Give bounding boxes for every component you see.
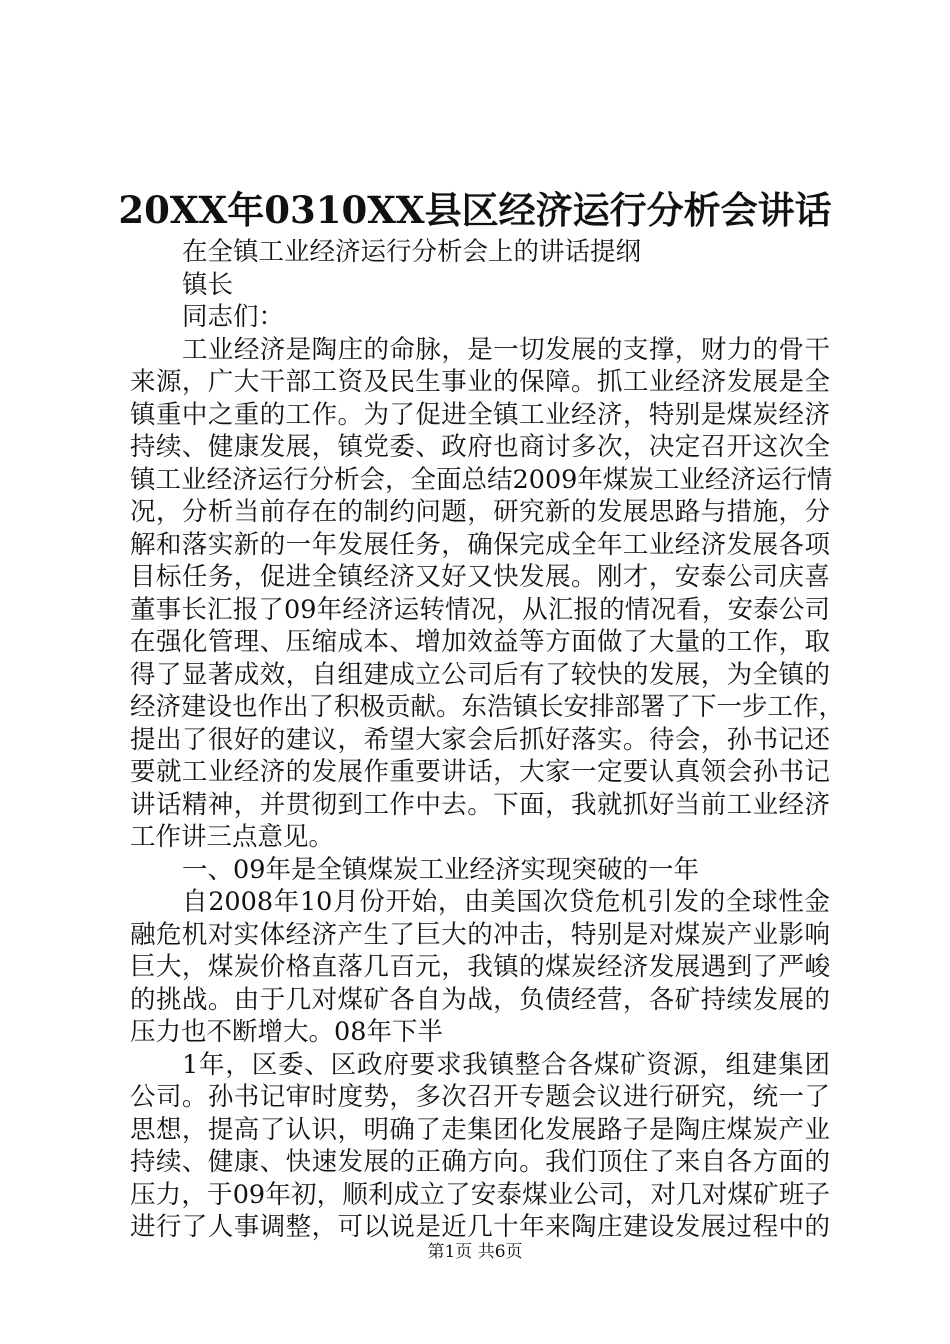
text-line: 压力，于09年初，顺利成立了安泰煤业公司，对几对煤矿班子	[130, 1179, 830, 1210]
text-line: 解和落实新的一年发展任务，确保完成全年工业经济发展各项	[130, 529, 830, 560]
text-line: 工作讲三点意见。	[130, 822, 335, 852]
text-line: 持续、健康、快速发展的正确方向。我们顶住了来自各方面的	[130, 1147, 830, 1177]
text-line: 镇长	[182, 269, 234, 300]
text-line: 的挑战。由于几对煤矿各自为战，负债经营，各矿持续发展的	[130, 984, 830, 1015]
text-line: 得了显著成效，自组建成立公司后有了较快的发展，为全镇的	[130, 659, 830, 690]
text-line: 同志们：	[182, 302, 285, 332]
text-line: 1年，区委、区政府要求我镇整合各煤矿资源，组建集团	[182, 1049, 830, 1080]
text-line: 来源，广大干部工资及民生事业的保障。抓工业经济发展是全	[130, 367, 830, 397]
text-line: 提出了很好的建议，希望大家会后抓好落实。待会，孙书记还	[130, 724, 830, 755]
text-line: 况，分析当前存在的制约问题，研究新的发展思路与措施，分	[130, 497, 830, 527]
text-line: 自2008年10月份开始，由美国次贷危机引发的全球性金	[182, 887, 830, 917]
text-line: 目标任务，促进全镇经济又好又快发展。刚才，安泰公司庆喜	[130, 562, 830, 592]
document-title: 20XX年0310XX县区经济运行分析会讲话	[118, 188, 832, 232]
text-line: 在强化管理、压缩成本、增加效益等方面做了大量的工作，取	[130, 627, 830, 657]
text-line: 思想，提高了认识，明确了走集团化发展路子是陶庄煤炭产业	[130, 1114, 830, 1145]
text-line: 要就工业经济的发展作重要讲话，大家一定要认真领会孙书记	[130, 757, 830, 787]
text-line: 持续、健康发展，镇党委、政府也商讨多次，决定召开这次全	[130, 432, 830, 462]
document-body	[130, 236, 845, 1244]
text-line: 镇工业经济运行分析会，全面总结2009年煤炭工业经济运行情	[130, 464, 833, 495]
page-footer: 第1页 共6页	[427, 1242, 523, 1262]
text-line: 工业经济是陶庄的命脉，是一切发展的支撑，财力的骨干	[182, 334, 830, 365]
text-line: 在全镇工业经济运行分析会上的讲话提纲	[182, 237, 642, 267]
text-line: 讲话精神，并贯彻到工作中去。下面，我就抓好当前工业经济	[130, 789, 830, 820]
text-line: 一、09年是全镇煤炭工业经济实现突破的一年	[182, 854, 699, 885]
text-line: 压力也不断增大。08年下半	[130, 1017, 443, 1047]
text-line: 融危机对实体经济产生了巨大的冲击，特别是对煤炭产业影响	[130, 919, 830, 950]
text-line: 进行了人事调整，可以说是近几十年来陶庄建设发展过程中的	[130, 1212, 830, 1242]
text-line: 巨大，煤炭价格直落几百元，我镇的煤炭经济发展遇到了严峻	[130, 952, 830, 982]
text-line: 公司。孙书记审时度势，多次召开专题会议进行研究，统一了	[130, 1082, 830, 1112]
text-line: 董事长汇报了09年经济运转情况，从汇报的情况看，安泰公司	[130, 594, 830, 625]
text-line: 经济建设也作出了积极贡献。东浩镇长安排部署了下一步工作，	[130, 692, 845, 722]
text-line: 镇重中之重的工作。为了促进全镇工业经济，特别是煤炭经济	[130, 399, 830, 430]
